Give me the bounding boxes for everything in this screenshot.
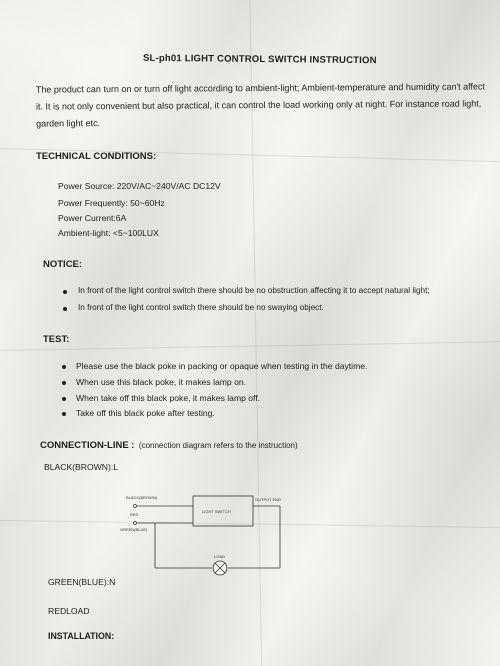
green-wire-label: GREEN(BLUE):N <box>48 577 116 587</box>
document-title: SL-ph01 LIGHT CONTROL SWITCH INSTRUCTION <box>142 52 377 67</box>
bullet-icon <box>63 290 67 294</box>
diagram-lamp-label: LOAD <box>214 554 225 559</box>
lamp-icon <box>213 561 227 575</box>
intro-paragraph: The product can turn on or turn off light according to ambient-light; Ambient-temperature and humidity can't affect it. It is not only convenient but also practical, it can control the load working only at night. For instance road light, garden light etc. <box>35 81 486 129</box>
diagram-red-label: RED <box>130 512 139 517</box>
technical-line: Power Source: 220V/AC~240V/AC DC12V <box>58 181 221 191</box>
technical-line: Power Frequently: 50~60Hz <box>58 198 165 208</box>
black-wire-label: BLACK(BROWN):L <box>44 462 119 472</box>
connection-heading: CONNECTION-LINE : <box>40 440 135 451</box>
bullet-icon <box>62 397 66 401</box>
connection-note: (connection diagram refers to the instruction) <box>138 441 298 450</box>
technical-heading: TECHNICAL CONDITIONS: <box>36 151 157 162</box>
bullet-icon <box>62 365 66 369</box>
terminal-icon <box>134 522 137 525</box>
test-item: Please use the black poke in packing or opaque when testing in the daytime. <box>76 361 368 371</box>
test-item: Take off this black poke after testing. <box>76 408 215 418</box>
crease <box>0 341 500 351</box>
diagram-green-label: GREEN(BLUE) <box>120 527 148 532</box>
installation-heading: INSTALLATION: <box>48 631 115 641</box>
technical-line: Power Current:6A <box>58 213 127 223</box>
notice-item: In front of the light control switch there should be no swaying object. <box>78 303 324 312</box>
test-heading: TEST: <box>43 334 70 345</box>
test-item: When use this black poke, it makes lamp on. <box>76 377 247 387</box>
notice-heading: NOTICE: <box>43 259 83 270</box>
diagram-output-label: OUTPUT END <box>255 497 281 502</box>
diagram-box-label: LIGHT SWITCH <box>202 509 231 514</box>
notice-item: In front of the light control switch there should be no obstruction affecting it to accept natural light; <box>78 286 430 295</box>
bullet-icon <box>62 412 66 416</box>
test-item: When take off this black poke, it makes lamp off. <box>76 393 261 403</box>
connection-heading-row <box>40 435 298 453</box>
red-wire-label: REDLOAD <box>48 606 90 616</box>
connection-diagram <box>110 490 300 580</box>
technical-line: Ambient-light: <5~100LUX <box>58 228 159 238</box>
terminal-icon <box>134 505 137 508</box>
diagram-black-label: BLACK(BROWN) <box>126 495 158 500</box>
bullet-icon <box>63 307 67 311</box>
bullet-icon <box>62 381 66 385</box>
